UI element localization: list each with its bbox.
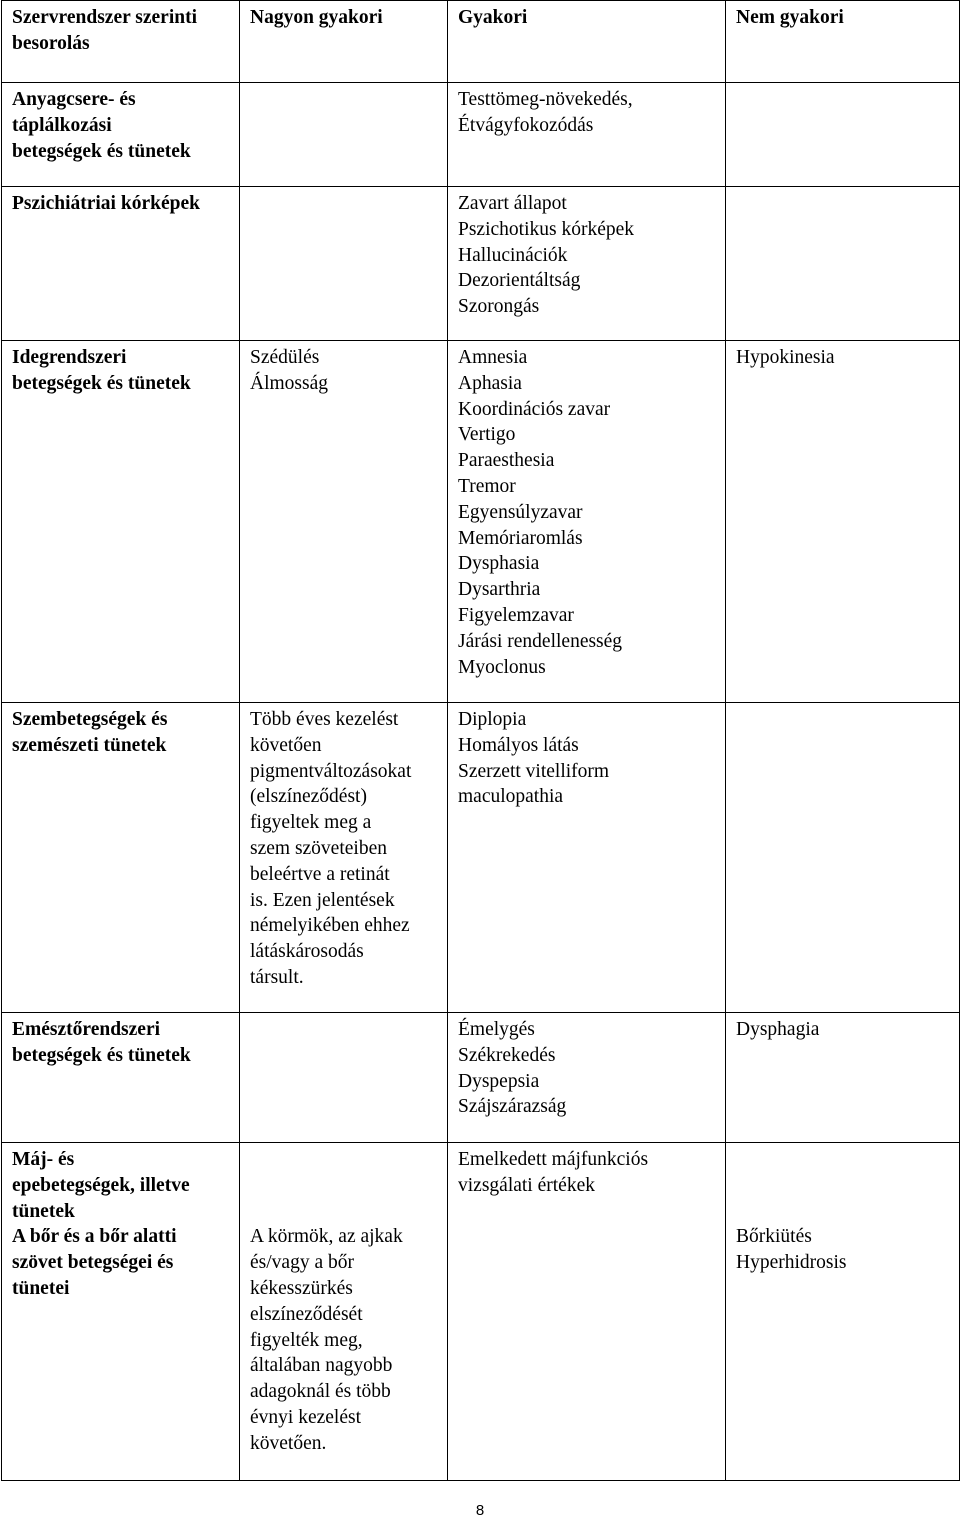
- cell-line: Szájszárazság: [458, 1096, 567, 1118]
- cell-line: Emelkedett májfunkciós: [458, 1149, 649, 1170]
- cell-line: Dysphagia: [736, 1019, 820, 1040]
- uncommon-cell: [726, 83, 960, 187]
- header-common: [448, 1, 726, 83]
- cell-line: Testtömeg-növekedés,: [458, 89, 633, 110]
- table-header-row: [2, 1, 960, 83]
- cell-line: tünetek: [12, 1200, 75, 1222]
- header-line: besorolás: [12, 32, 90, 54]
- cell-line: társult.: [250, 966, 304, 988]
- uncommon-cell: [726, 703, 960, 1013]
- cell-line: Hypokinesia: [736, 347, 835, 368]
- cell-line: [736, 1173, 949, 1199]
- very-common-cell: [240, 1013, 448, 1143]
- cell-line: adagoknál és több: [250, 1381, 391, 1403]
- header-line: Nem gyakori: [736, 7, 844, 28]
- cell-line: Dyspepsia: [458, 1070, 540, 1092]
- cell-line: betegségek és tünetek: [12, 1044, 191, 1066]
- cell-line: Szorongás: [458, 296, 540, 318]
- cell-line: szövet betegségei és: [12, 1252, 174, 1274]
- cell-line: általában nagyobb: [250, 1355, 393, 1377]
- cell-line: Diplopia: [458, 709, 527, 730]
- cell-line: beleértve a retinát: [250, 863, 390, 885]
- table-row: [2, 1143, 960, 1481]
- cell-line: Idegrendszeri: [12, 347, 127, 368]
- cell-line: Járási rendellenesség: [458, 630, 623, 652]
- cell-line: követően.: [250, 1432, 327, 1454]
- common-cell: [448, 187, 726, 341]
- table-row: [2, 187, 960, 341]
- cell-line: Bőrkiütés: [736, 1226, 812, 1248]
- cell-line: némelyikében ehhez: [250, 915, 410, 937]
- category-cell: [2, 341, 240, 703]
- header-uncommon: [726, 1, 960, 83]
- cell-line: Anyagcsere- és: [12, 89, 136, 110]
- cell-line: Szerzett vitelliform: [458, 760, 610, 782]
- cell-line: Tremor: [458, 475, 516, 497]
- table-row: [2, 83, 960, 187]
- cell-line: Dysarthria: [458, 579, 541, 601]
- cell-line: [736, 1147, 949, 1173]
- cell-line: Hyperhidrosis: [736, 1252, 847, 1274]
- uncommon-cell: [726, 341, 960, 703]
- very-common-cell: [240, 83, 448, 187]
- cell-line: Álmosság: [250, 372, 328, 394]
- cell-line: Szédülés: [250, 347, 320, 368]
- cell-line: Pszichotikus kórképek: [458, 218, 635, 240]
- page-number: 8: [475, 1502, 485, 1519]
- very-common-cell: [240, 703, 448, 1013]
- header-line: Gyakori: [458, 7, 528, 28]
- cell-line: Myoclonus: [458, 656, 546, 678]
- cell-line: maculopathia: [458, 786, 564, 808]
- cell-line: Több éves kezelést: [250, 709, 399, 730]
- cell-line: Émelygés: [458, 1019, 535, 1040]
- category-cell: [2, 703, 240, 1013]
- cell-line: Zavart állapot: [458, 193, 567, 214]
- cell-line: Emésztőrendszeri: [12, 1019, 161, 1040]
- category-cell: [2, 1143, 240, 1481]
- cell-line: is. Ezen jelentések: [250, 889, 395, 911]
- cell-line: A bőr és a bőr alatti: [12, 1226, 177, 1248]
- cell-line: Étvágyfokozódás: [458, 114, 594, 136]
- cell-line: Székrekedés: [458, 1044, 556, 1066]
- cell-line: pigmentváltozásokat: [250, 760, 412, 782]
- cell-line: betegségek és tünetek: [12, 372, 191, 394]
- header-line: Nagyon gyakori: [250, 7, 383, 28]
- table-row: [2, 341, 960, 703]
- cell-line: táplálkozási: [12, 114, 112, 136]
- cell-line: epebetegségek, illetve: [12, 1174, 190, 1196]
- cell-line: Memóriaromlás: [458, 527, 583, 549]
- uncommon-cell: [726, 187, 960, 341]
- cell-line: Szembetegségek és: [12, 709, 168, 730]
- header-line: Szervrendszer szerinti: [12, 7, 198, 28]
- cell-line: A körmök, az ajkak: [250, 1226, 403, 1248]
- cell-line: szemészeti tünetek: [12, 734, 167, 756]
- cell-line: követően: [250, 734, 322, 756]
- header-organ-system: [2, 1, 240, 83]
- cell-line: elszíneződését: [250, 1303, 363, 1325]
- category-cell: [2, 187, 240, 341]
- cell-line: Vertigo: [458, 424, 516, 446]
- cell-line: figyelték meg,: [250, 1329, 363, 1351]
- very-common-cell: [240, 341, 448, 703]
- cell-line: Homályos látás: [458, 734, 579, 756]
- cell-line: [250, 1199, 437, 1225]
- cell-line: Pszichiátriai kórképek: [12, 193, 200, 214]
- cell-line: Dezorientáltság: [458, 270, 581, 292]
- common-cell: [448, 341, 726, 703]
- cell-line: [250, 1173, 437, 1199]
- cell-line: évnyi kezelést: [250, 1406, 361, 1428]
- uncommon-cell: [726, 1143, 960, 1481]
- very-common-cell: [240, 187, 448, 341]
- category-cell: [2, 1013, 240, 1143]
- cell-line: betegségek és tünetek: [12, 140, 191, 162]
- table-row: [2, 703, 960, 1013]
- cell-line: figyeltek meg a: [250, 812, 372, 834]
- common-cell: [448, 83, 726, 187]
- uncommon-cell: [726, 1013, 960, 1143]
- cell-line: Koordinációs zavar: [458, 398, 611, 420]
- cell-line: és/vagy a bőr: [250, 1252, 354, 1274]
- cell-line: látáskárosodás: [250, 941, 364, 963]
- cell-line: (elszíneződést): [250, 786, 367, 808]
- common-cell: [448, 1143, 726, 1481]
- cell-line: [250, 1147, 437, 1173]
- cell-line: Egyensúlyzavar: [458, 501, 583, 523]
- cell-line: Amnesia: [458, 347, 528, 368]
- table-row: [2, 1013, 960, 1143]
- category-cell: [2, 83, 240, 187]
- common-cell: [448, 703, 726, 1013]
- very-common-cell: [240, 1143, 448, 1481]
- cell-line: vizsgálati értékek: [458, 1174, 595, 1196]
- common-cell: [448, 1013, 726, 1143]
- cell-line: kékesszürkés: [250, 1277, 353, 1299]
- cell-line: Dysphasia: [458, 553, 540, 575]
- cell-line: Figyelemzavar: [458, 604, 574, 626]
- cell-line: szem szöveteiben: [250, 837, 387, 859]
- cell-line: Hallucinációk: [458, 244, 568, 266]
- cell-line: Máj- és: [12, 1149, 75, 1170]
- header-very-common: [240, 1, 448, 83]
- cell-line: [736, 1199, 949, 1225]
- cell-line: tünetei: [12, 1277, 70, 1299]
- cell-line: Paraesthesia: [458, 450, 555, 472]
- cell-line: Aphasia: [458, 372, 522, 394]
- adverse-reactions-table: [1, 0, 960, 1481]
